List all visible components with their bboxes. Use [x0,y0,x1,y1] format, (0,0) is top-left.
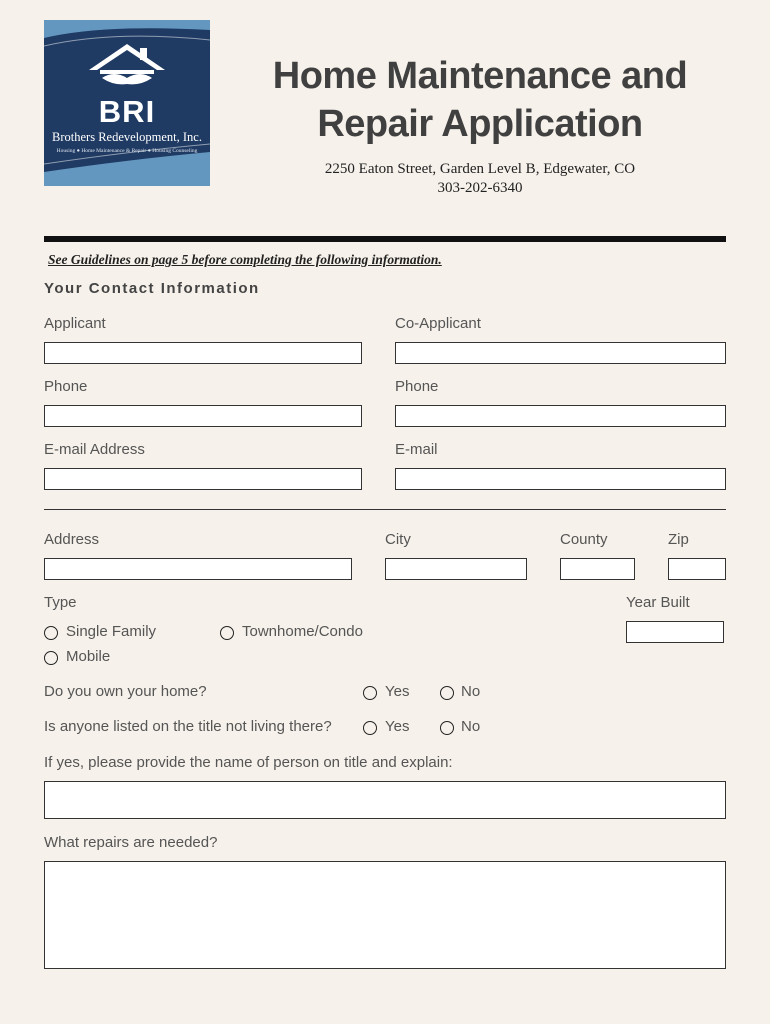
title-not-living-no-radio[interactable] [440,721,454,735]
title-line-1: Home Maintenance and [272,55,688,97]
bri-logo [44,20,210,186]
title-not-living-yes-radio[interactable] [363,721,377,735]
phone-label: Phone [44,378,88,395]
applicant-field[interactable] [44,342,362,364]
townhome-condo-radio[interactable] [220,626,234,640]
applicant-label: Applicant [44,315,106,332]
title-not-living-no-label: No [461,718,481,735]
guidelines-note: See Guidelines on page 5 before completing the following information. [48,252,442,267]
zip-label: Zip [668,531,689,548]
logo-wordmark: BRI [98,94,156,129]
org-address-block [230,160,730,198]
repairs-field[interactable] [44,861,726,969]
own-home-yes-radio[interactable] [363,686,377,700]
cophone-label: Phone [395,378,439,395]
title-not-living-question: Is anyone listed on the title not living there? [44,718,332,735]
type-label: Type [44,594,77,611]
city-field[interactable] [385,558,527,580]
year-built-field[interactable] [626,621,724,643]
org-phone: 303-202-6340 [437,180,523,196]
title-not-living-yes-label: Yes [385,718,410,735]
own-home-question: Do you own your home? [44,683,207,700]
own-home-no-radio[interactable] [440,686,454,700]
cophone-field[interactable] [395,405,726,427]
repairs-label: What repairs are needed? [44,834,218,851]
logo-org-name: Brothers Redevelopment, Inc. [52,130,202,144]
single-family-radio[interactable] [44,626,58,640]
zip-field[interactable] [668,558,726,580]
section-divider [44,509,726,510]
townhome-condo-label: Townhome/Condo [242,623,363,640]
address-field[interactable] [44,558,352,580]
mobile-radio[interactable] [44,651,58,665]
email-label: E-mail Address [44,441,145,458]
page-title [230,52,730,148]
mobile-label: Mobile [66,648,111,665]
header-divider [44,236,726,242]
single-family-label: Single Family [66,623,157,640]
title-line-2: Repair Application [317,103,643,145]
coapplicant-label: Co-Applicant [395,315,481,332]
coemail-field[interactable] [395,468,726,490]
org-address: 2250 Eaton Street, Garden Level B, Edgewater, CO [324,161,636,177]
own-home-no-label: No [461,683,481,700]
explain-label: If yes, please provide the name of person on title and explain: [44,754,453,771]
explain-field[interactable] [44,781,726,819]
own-home-yes-label: Yes [385,683,410,700]
section-title: Your Contact Information [44,280,260,297]
email-field[interactable] [44,468,362,490]
coemail-label: E-mail [395,441,438,458]
county-field[interactable] [560,558,635,580]
phone-field[interactable] [44,405,362,427]
logo-tagline: Housing ● Home Maintenance & Repair ● Housing Counseling [56,148,198,154]
coapplicant-field[interactable] [395,342,726,364]
city-label: City [385,531,411,548]
guidelines-text: See Guidelines on page 5 before completing the following information [48,252,439,267]
county-label: County [560,531,608,548]
year-built-label: Year Built [626,594,690,611]
address-label: Address [44,531,100,548]
